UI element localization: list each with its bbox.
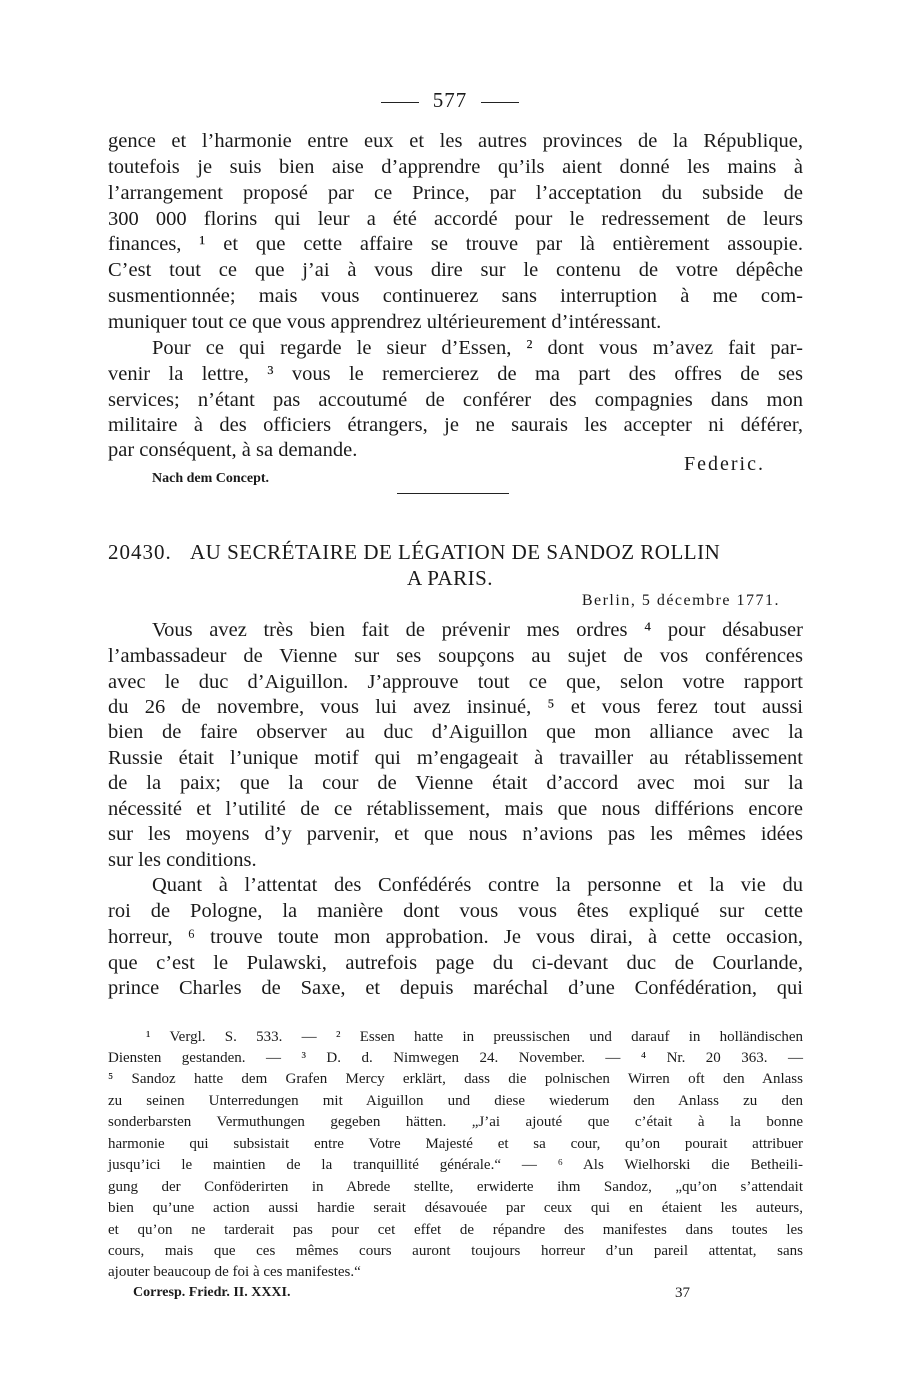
signature-mark: Corresp. Friedr. II. XXXI. bbox=[133, 1285, 291, 1300]
footnote-line: gung der Conföderirten in Abrede stellte, erwiderte ihm Sandoz, „qu’on s’attendait bbox=[108, 1179, 803, 1195]
document-title: AU SECRÉTAIRE DE LÉGATION DE SANDOZ ROLLIN bbox=[190, 540, 721, 564]
place-date: Berlin, 5 décembre 1771. bbox=[581, 592, 780, 609]
signature: Federic. bbox=[684, 453, 765, 475]
text-line: Quant à l’attentat des Confédérés contre la personne et la vie du bbox=[152, 874, 803, 896]
text-line: par conséquent, à sa demande. bbox=[108, 439, 358, 461]
text-line: Pour ce qui regarde le sieur d’Essen, ² dont vous m’avez fait par- bbox=[152, 337, 803, 359]
source-note: Nach dem Concept. bbox=[152, 471, 270, 486]
footnote-line: et qu’on ne tarderait pas pour cet effet de répandre des manifestes dans toutes les bbox=[108, 1222, 803, 1238]
text-line: finances, ¹ et que cette affaire se trouve par là entièrement assoupie. bbox=[108, 233, 803, 255]
text-line: l’ambassadeur de Vienne sur ses soupçons au sujet de vos conférences bbox=[108, 645, 803, 667]
footnote-line: sonderbarsten Vermuthungen gegeben hätten. „J’ai ajouté que c’était à la bonne bbox=[108, 1114, 803, 1130]
text-line: venir la lettre, ³ vous le remercierez de ma part des offres de ses bbox=[108, 363, 803, 385]
page-number: 577 bbox=[432, 88, 468, 112]
text-line: nécessité et l’utilité de ce rétablissement, mais que nous différions encore bbox=[108, 798, 803, 820]
text-line: l’arrangement proposé par ce Prince, par l’acceptation du subside de bbox=[108, 182, 803, 204]
text-line: services; n’étant pas accoutumé de conférer des compagnies dans mon bbox=[108, 389, 803, 411]
text-line: Vous avez très bien fait de prévenir mes ordres ⁴ pour désabuser bbox=[152, 619, 803, 641]
footnote-line: cours, mais que ces mêmes cours auront toujours horreur d’un pareil attentat, sans bbox=[108, 1243, 803, 1259]
footnote-line: jusqu’ici le maintien de la tranquillité générale.“ — ⁶ Als Wielhorski die Betheili- bbox=[108, 1157, 803, 1173]
text-line: prince Charles de Saxe, et depuis maréchal d’une Confédération, qui bbox=[108, 977, 803, 999]
text-line: roi de Pologne, la manière dont vous vous êtes expliqué sur cette bbox=[108, 900, 803, 922]
text-line: militaire à des officiers étrangers, je ne saurais les accepter ni déférer, bbox=[108, 414, 803, 436]
document-title-line2: A PARIS. bbox=[406, 566, 494, 590]
text-line: bien de faire observer au duc d’Aiguillon que mon alliance avec la bbox=[108, 721, 803, 743]
section-divider bbox=[397, 493, 509, 494]
text-line: avec le duc d’Aiguillon. J’approuve tout ce que, selon votre rapport bbox=[108, 671, 803, 693]
footnote-line: ¹ Vergl. S. 533. — ² Essen hatte in preussischen und darauf in holländischen bbox=[146, 1029, 803, 1045]
text-line: de la paix; que la cour de Vienne était d’accord avec moi sur la bbox=[108, 772, 803, 794]
text-line: muniquer tout ce que vous apprendrez ultérieurement d’intéressant. bbox=[108, 311, 662, 333]
header-dash-right bbox=[481, 102, 519, 103]
sheet-number: 37 bbox=[675, 1285, 690, 1301]
text-line: toutefois je suis bien aise d’apprendre qu’ils aient donné les mains à bbox=[108, 156, 803, 178]
text-line: 300 000 florins qui leur a été accordé pour le redressement de leurs bbox=[108, 208, 803, 230]
text-line: sur les conditions. bbox=[108, 849, 257, 871]
text-line: Russie était l’unique motif qui m’engageait à travailler au rétablissement bbox=[108, 747, 803, 769]
footnote-line: harmonie qui subsistait entre Votre Majesté et sa cour, qu’on pourait attribuer bbox=[108, 1136, 803, 1152]
text-line: susmentionnée; mais vous continuerez sans interruption à me com- bbox=[108, 285, 803, 307]
text-line: horreur, ⁶ trouve toute mon approbation. Je vous dirai, à cette occasion, bbox=[108, 926, 803, 948]
text-line: sur les moyens d’y parvenir, et que nous n’avions pas les mêmes idées bbox=[108, 823, 803, 845]
text-line: du 26 de novembre, vous lui avez insinué, ⁵ et vous ferez tout aussi bbox=[108, 696, 803, 718]
footnote-line: ajouter beaucoup de foi à ces manifestes.“ bbox=[108, 1264, 361, 1280]
footnote-line: Diensten gestanden. — ³ D. d. Nimwegen 24. November. — ⁴ Nr. 20 363. — bbox=[108, 1050, 803, 1066]
footnote-line: zu seinen Unterredungen mit Aiguillon und diese wiederum den Anlass zu den bbox=[108, 1093, 803, 1109]
text-line: C’est tout ce que j’ai à vous dire sur le contenu de votre dépêche bbox=[108, 259, 803, 281]
page-header bbox=[0, 88, 900, 113]
footnote-line: bien qu’une action aussi hardie serait désavouée par ceux qui en étaient les auteurs, bbox=[108, 1200, 803, 1216]
footnote-line: ⁵ Sandoz hatte dem Grafen Mercy erklärt, dass die polnischen Wirren oft den Anlass bbox=[108, 1071, 803, 1087]
document-number: 20430. bbox=[108, 540, 172, 564]
header-dash-left bbox=[381, 102, 419, 103]
text-line: gence et l’harmonie entre eux et les autres provinces de la République, bbox=[108, 130, 803, 152]
text-line: que c’est le Pulawski, autrefois page du ci-devant duc de Courlande, bbox=[108, 952, 803, 974]
